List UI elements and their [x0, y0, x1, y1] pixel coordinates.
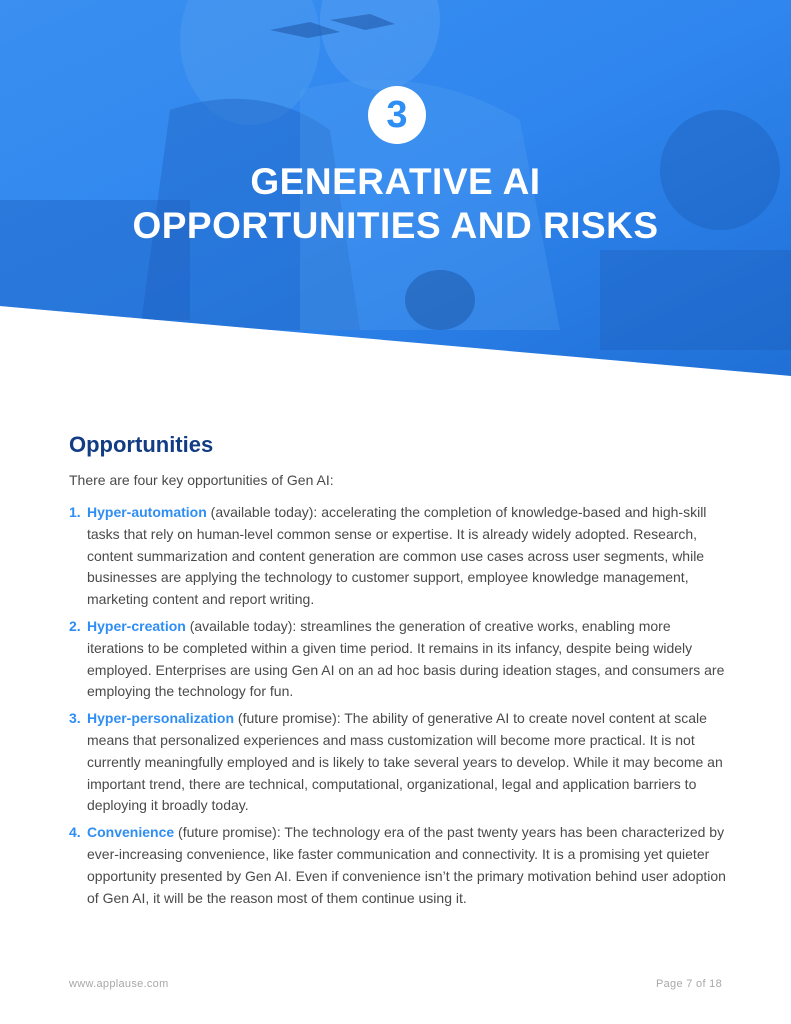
footer-page-number: Page 7 of 18 — [656, 978, 722, 990]
list-item-term: Convenience — [87, 824, 175, 841]
list-item-text: (future promise): The ability of generative AI to create novel content at scale means that personalized experiences and mass customization will become more practical. It is not currently meaningfully employed and is likely to take several years to develop. While it may become an important trend, there are technical, computational, organizational, legal and application barriers to deploying it broadly today. — [87, 710, 723, 814]
list-item — [69, 616, 729, 703]
list-item-term: Hyper-creation — [87, 617, 186, 634]
section-heading: Opportunities — [69, 432, 214, 457]
footer-website: www.applause.com — [69, 978, 169, 990]
list-item-number: 3. — [69, 710, 81, 727]
list-item-text: (future promise): The technology era of the past twenty years has been characterized by ever-increasing convenience, like faster communication and connectivity. It is a promising yet quieter opportunity presented by Gen AI. Even if convenience isn’t the primary motivation behind user adoption of Gen AI, it will be the reason most of them continue using it. — [87, 824, 726, 906]
list-item — [69, 708, 729, 817]
chapter-title-line-2: OPPORTUNITIES AND RISKS — [132, 205, 659, 246]
list-item — [69, 822, 729, 909]
chapter-number-badge: 3 — [368, 86, 426, 144]
list-item-term: Hyper-automation — [87, 504, 207, 520]
main-content — [69, 430, 729, 914]
list-item-number: 2. — [69, 617, 81, 634]
chapter-title-line-1: GENERATIVE AI — [250, 161, 541, 202]
list-item-number: 1. — [69, 504, 81, 520]
list-item-term: Hyper-personalization — [87, 710, 235, 727]
list-item-text: (available today): accelerating the completion of knowledge-based and high-skill tasks that rely on human-level common sense or expertise. It is already widely adopted. Research, content summarization and content generation are common use cases across user segments, while businesses are applying the technology to customer support, employee knowledge management, marketing content and report writing. — [87, 504, 707, 608]
list-item-number: 4. — [69, 824, 81, 841]
chapter-title — [0, 160, 791, 248]
list-item — [69, 502, 729, 611]
opportunities-list — [69, 502, 729, 909]
hero-banner — [0, 0, 791, 380]
list-item-text: (available today): streamlines the generation of creative works, enabling more iterations to be completed within a given time period. It remains in its infancy, despite being widely employed. Enterprises are using Gen AI on an ad hoc basis during ideation stages, and consumers are employing the technology for fun. — [87, 617, 725, 700]
intro-paragraph: There are four key opportunities of Gen AI: — [69, 472, 334, 488]
